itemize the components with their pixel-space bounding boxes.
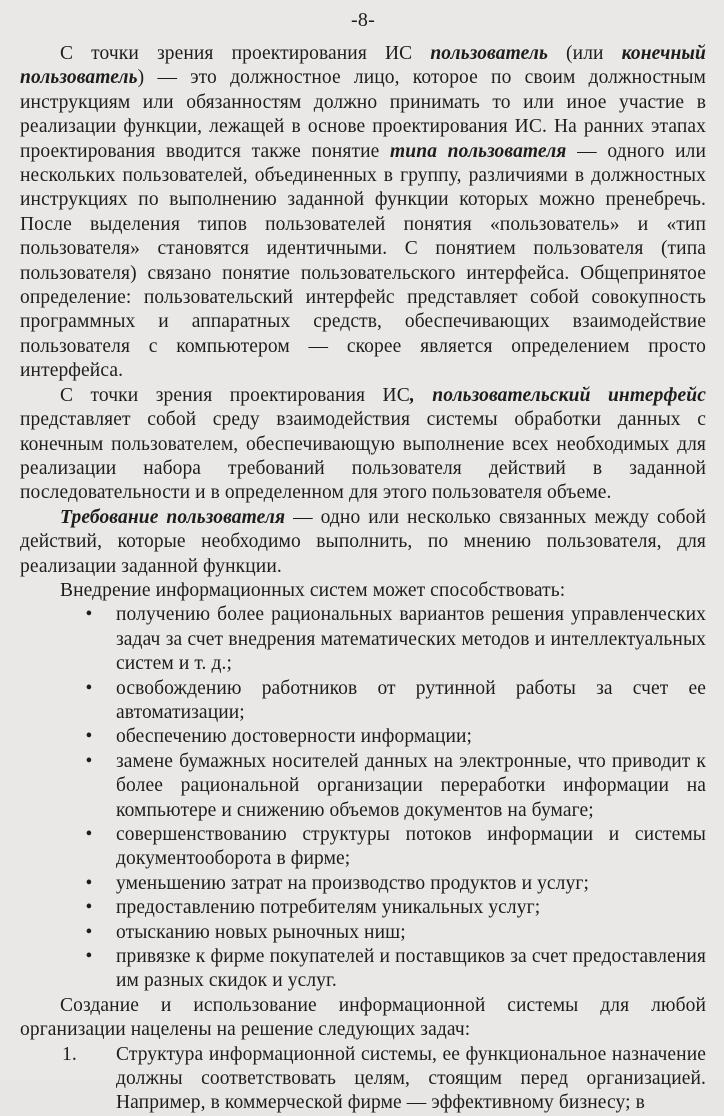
- paragraph-text: — одно или несколько связанных между собой действий, которые необходимо выполнить, по мнению пользователя, для реализации заданной функции.: [20, 506, 706, 577]
- list-item-text: Структура информационной системы, ее функциональное назначение должны соответствовать целям, стоящим перед организацией. Например, в коммерческой фирме — эффективному бизнесу; в: [116, 1043, 706, 1114]
- paragraph-text: ) — это должностное лицо, которое по своим должностным инструкциям или обязанностям должно принимать то или иное участие в реализации функции, лежащей в основе проектирования ИС. На ранних этапах проектирования вводится также понятие: [20, 67, 706, 162]
- list-item-text: обеспечению достоверности информации;: [116, 726, 473, 748]
- term-end-user: конечный пользователь: [20, 43, 706, 89]
- paragraph-text: С точки зрения проектирования ИС: [60, 384, 410, 406]
- list-item: [20, 750, 706, 823]
- bullet-icon: •: [85, 750, 93, 772]
- bullet-icon: •: [85, 946, 93, 968]
- bullet-icon: •: [85, 726, 93, 748]
- paragraph-user-requirement: [20, 506, 706, 579]
- list-item: [20, 921, 706, 945]
- list-item: [20, 872, 706, 896]
- list-item-text: замене бумажных носителей данных на электронные, что приводит к более рациональной организации переработки информации на компьютере и снижению объемов документов на бумаге;: [116, 750, 706, 821]
- paragraph-text: — одного или нескольких пользователей, объединенных в группу, различиями в должностных инструкциях по выполнению заданной функции которых можно пренебречь. После выделения типов пользователей понятия «пользователь» и «тип пользователя» становятся идентичными. С понятием пользователя (типа пользователя) связано понятие пользовательского интерфейса. Общепринятое определение: пользовательский интерфейс представляет собой совокупность программных и аппаратных средств, обеспечивающих взаимодействие пользователя с компьютером — скорее является определением просто интерфейса.: [20, 140, 707, 382]
- bullet-icon: •: [85, 677, 93, 699]
- list-item-text: отысканию новых рыночных ниш;: [116, 921, 406, 943]
- term-user: пользователь: [430, 43, 548, 64]
- list-item: [20, 725, 706, 749]
- paragraph-text: С точки зрения проектирования ИС: [60, 43, 431, 64]
- bullet-icon: •: [85, 897, 93, 919]
- list-item: [20, 823, 706, 872]
- bullet-icon: •: [85, 824, 93, 845]
- benefits-list: [20, 603, 706, 994]
- tasks-list: [20, 1043, 706, 1116]
- paragraph-text: (или: [548, 43, 622, 64]
- list-item-text: совершенствованию структуры потоков информации и системы документооборота в фирме;: [116, 824, 706, 870]
- list-item-text: уменьшению затрат на производство продуктов и услуг;: [116, 872, 589, 894]
- page-number: -8-: [351, 9, 375, 31]
- list-item: [20, 603, 706, 676]
- paragraph-text: представляет собой среду взаимодействия системы обработки данных с конечным пользователем, обеспечивающую выполнение всех необходимых для реализации набора требований пользователя действий в заданной последовательности и в определенном для этого пользователя объеме.: [20, 409, 706, 504]
- paragraph-user-interface: [20, 384, 706, 506]
- paragraph-user-definition: [20, 42, 706, 384]
- term-user-interface: , пользовательский интерфейс: [409, 384, 706, 406]
- bullet-icon: •: [85, 872, 93, 894]
- list-item-text: предоставлению потребителям уникальных услуг;: [116, 897, 541, 919]
- paragraph-list-intro: Внедрение информационных систем может способствовать:: [60, 579, 566, 601]
- bullet-icon: •: [85, 604, 93, 626]
- list-item: [20, 896, 706, 920]
- list-item-text: привязке к фирме покупателей и поставщиков за счет предоставления им разных скидок и услуг.: [116, 946, 706, 992]
- term-user-requirement: Требование пользователя: [60, 506, 286, 528]
- list-number: 1.: [62, 1043, 77, 1065]
- list-item-text: получению более рациональных вариантов решения управленческих задач за счет внедрения математических методов и интеллектуальных систем и т. д.;: [116, 604, 706, 675]
- list-item: [20, 677, 706, 726]
- list-item: [20, 1043, 706, 1116]
- term-user-type: типа пользователя: [390, 140, 567, 162]
- list-item-text: освобождению работников от рутинной работы за счет ее автоматизации;: [116, 677, 706, 723]
- bullet-icon: •: [85, 921, 93, 943]
- list-item: [20, 945, 706, 994]
- paragraph-tasks-intro: Создание и использование информационной системы для любой организации нацелены на решение следующих задач:: [20, 994, 706, 1041]
